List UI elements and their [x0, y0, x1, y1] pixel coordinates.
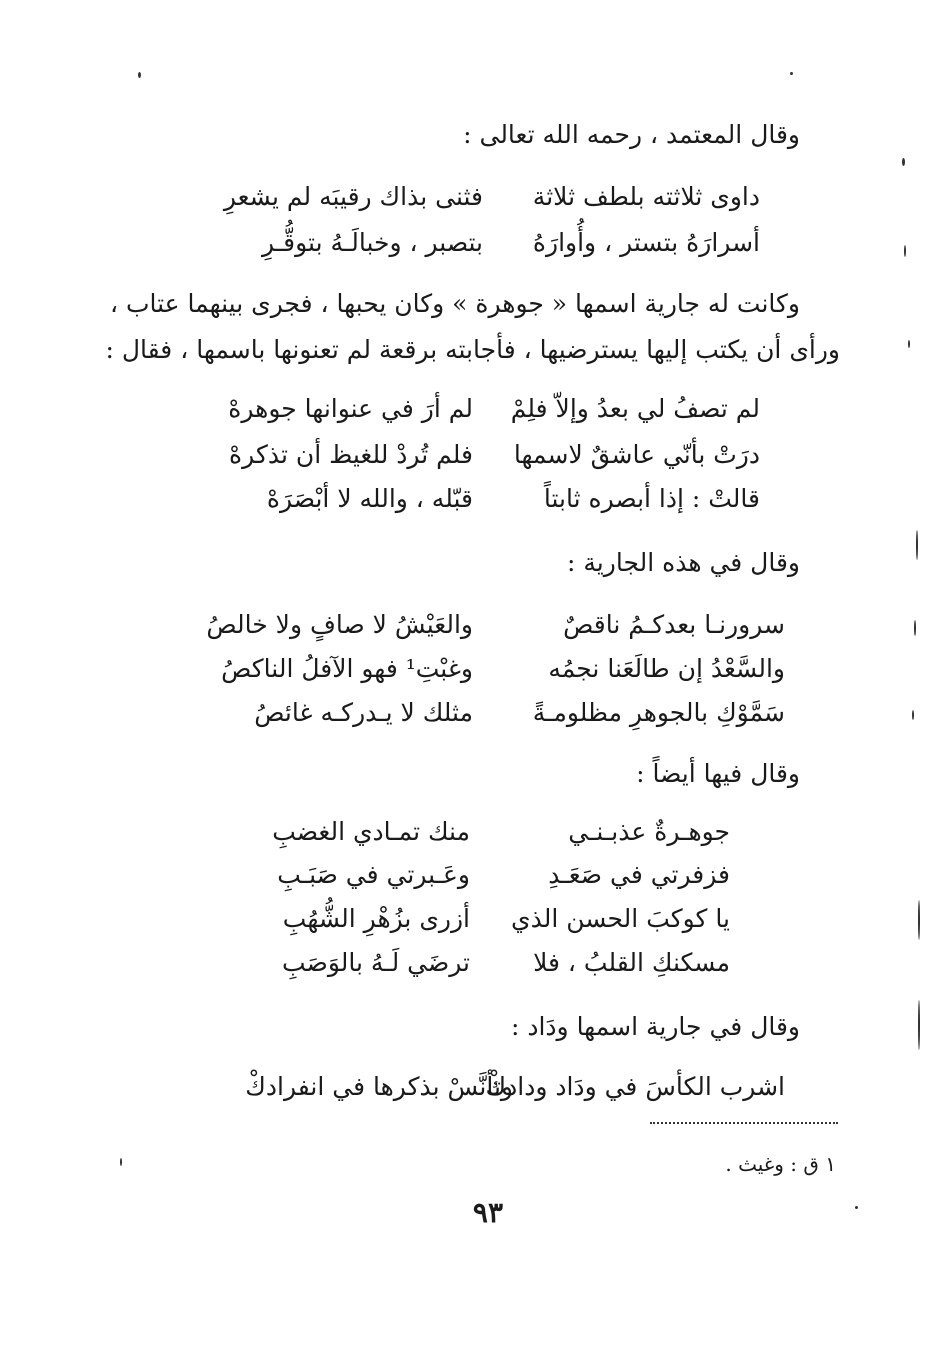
margin-speck — [790, 72, 793, 75]
intro-line: وقال فيها أيضاً : — [636, 759, 800, 788]
intro-line: وقال المعتمد ، رحمه الله تعالى : — [463, 120, 800, 149]
intro-line: وكانت له جارية اسمها « جوهرة » وكان يحبها ، فجرى بينهما عتاب ، — [109, 289, 800, 318]
verse-first-hemistich: داوى ثلاثته بلطف ثلاثة — [532, 182, 760, 211]
intro-line: وقال في هذه الجارية : — [567, 548, 800, 577]
footnote-separator — [650, 1122, 838, 1124]
verse-first-hemistich: لم تصفُ لي بعدُ وإلاّ فلِمْ — [510, 394, 760, 423]
margin-speck — [918, 900, 920, 940]
verse-first-hemistich: يا كوكبَ الحسن الذي — [511, 904, 730, 933]
verse-first-hemistich: جوهـرةٌ عذبـنـي — [568, 817, 730, 846]
verse-second-hemistich: فلم تُردْ للغيظ أن تذكرهْ — [229, 440, 473, 469]
verse-first-hemistich: قالتْ : إذا أبصره ثابتاً — [543, 484, 760, 513]
margin-speck — [855, 1206, 858, 1209]
verse-first-hemistich: فزفرتي في صَعَـدِ — [548, 860, 730, 889]
verse-first-hemistich: درَتْ بأنّي عاشقٌ لاسمها — [513, 440, 760, 469]
margin-speck — [138, 72, 141, 78]
verse-second-hemistich: وعَـبرتي في صَبَـبِ — [277, 860, 470, 889]
verse-second-hemistich: مثلك لا يـدركـه غائصُ — [254, 698, 473, 727]
verse-second-hemistich: قبّله ، والله لا أبْصَرَهْ — [266, 484, 473, 513]
verse-first-hemistich: سَمَّوْكِ بالجوهرِ مظلومـةً — [532, 698, 785, 727]
margin-speck — [904, 245, 906, 257]
margin-speck — [908, 340, 910, 348]
verse-first-hemistich: سرورنـا بعدكـمُ ناقصٌ — [563, 610, 785, 639]
verse-second-hemistich: فثنى بذاك رقيبَه لم يشعرِ — [223, 182, 483, 211]
verse-second-hemistich: بتصبر ، وخبالَـهُ بتوقُّـرِ — [262, 228, 483, 257]
verse-first-hemistich: مسكنكِ القلبُ ، فلا — [533, 948, 730, 977]
page-number: ٩٣ — [472, 1196, 503, 1229]
margin-speck — [918, 1000, 920, 1050]
margin-speck — [914, 620, 916, 636]
margin-speck — [902, 158, 905, 166]
verse-first-hemistich: والسَّعْدُ إن طالَعَنا نجمُه — [548, 654, 785, 683]
margin-speck — [916, 530, 918, 560]
verse-second-hemistich: منك تمـادي الغضبِ — [272, 817, 470, 846]
margin-speck — [912, 710, 914, 720]
intro-line: ورأى أن يكتب إليها يسترضيها ، فأجابته برقعة لم تعنونها باسمها ، فقال : — [105, 335, 840, 364]
verse-second-hemistich: لم أرَ في عنوانها جوهرهْ — [228, 394, 473, 423]
verse-second-hemistich: أزرى بزُهْرِ الشُّهُبِ — [282, 904, 470, 933]
verse-second-hemistich: والعَيْشُ لا صافٍ ولا خالصُ — [206, 610, 473, 639]
verse-first-hemistich: أسرارَهُ بتستر ، وأُوارَهُ — [532, 228, 760, 257]
verse-second-hemistich: وتأنَّسْ بذكرها في انفرادكْ — [245, 1072, 513, 1101]
verse-second-hemistich: ترضَي لَـهُ بالوَصَبِ — [282, 948, 470, 977]
verse-first-hemistich: اشرب الكأسَ في ودَاد ودادكْ — [485, 1072, 785, 1101]
margin-speck — [120, 1158, 122, 1166]
verse-second-hemistich: وغبْتِ¹ فهو الآفلُ الناكصُ — [221, 654, 473, 683]
footnote: ١ ق : وغيث . — [725, 1152, 836, 1176]
intro-line: وقال في جارية اسمها ودَاد : — [510, 1012, 800, 1041]
